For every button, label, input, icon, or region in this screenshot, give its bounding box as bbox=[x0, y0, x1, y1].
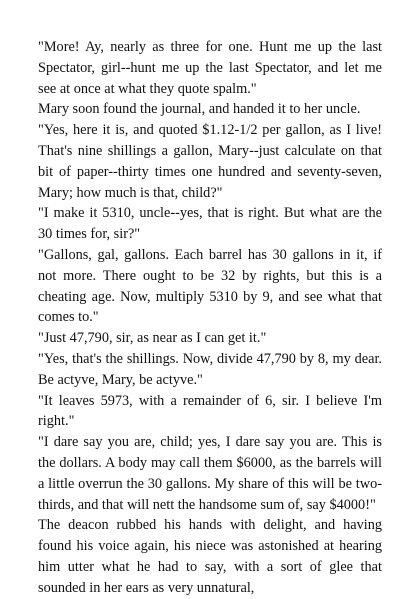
paragraph: "I dare say you are, child; yes, I dare say you are. This is the dollars. A body may call them $6000, as the barrels will a little overrun the 30 gallons. My share of this will be two-thirds, and that will nett the handsome sum of, say $4000!" bbox=[38, 434, 382, 513]
paragraph: "More! Ay, nearly as three for one. Hunt me up the last Spectator, girl--hunt me up the last Spectator, and let me see at once at what they quote spalm." bbox=[38, 39, 382, 97]
paragraph: "I make it 5310, uncle--yes, that is right. But what are the 30 times for, sir?" bbox=[38, 205, 382, 243]
paragraph: The deacon rubbed his hands with delight, and having found his voice again, his niece was astonished at hearing him utter what he had to say, with a sort of glee that sounded in her ears as very unnatural, bbox=[38, 517, 382, 596]
paragraph: "It leaves 5973, with a remainder of 6, sir. I believe I'm right." bbox=[38, 392, 382, 430]
paragraph: Mary soon found the journal, and handed it to her uncle. bbox=[38, 101, 361, 118]
paragraph: "Just 47,790, sir, as near as I can get it." bbox=[38, 330, 267, 347]
paragraph: "Yes, that's the shillings. Now, divide 47,790 by 8, my dear. Be actyve, Mary, be actyve." bbox=[38, 350, 382, 388]
paragraph: "Yes, here it is, and quoted $1.12-1/2 per gallon, as I live! That's nine shillings a gallon, Mary--just calculate on that bit of paper--thirty times one hundred and seventy-seven, Mary; how much is that, child?" bbox=[38, 122, 382, 201]
document-page bbox=[38, 37, 382, 599]
paragraph: "Gallons, gal, gallons. Each barrel has 30 gallons in it, if not more. There ought to be 32 by rights, but this is a cheating age. Now, multiply 5310 by 9, and see what that comes to." bbox=[38, 246, 382, 326]
